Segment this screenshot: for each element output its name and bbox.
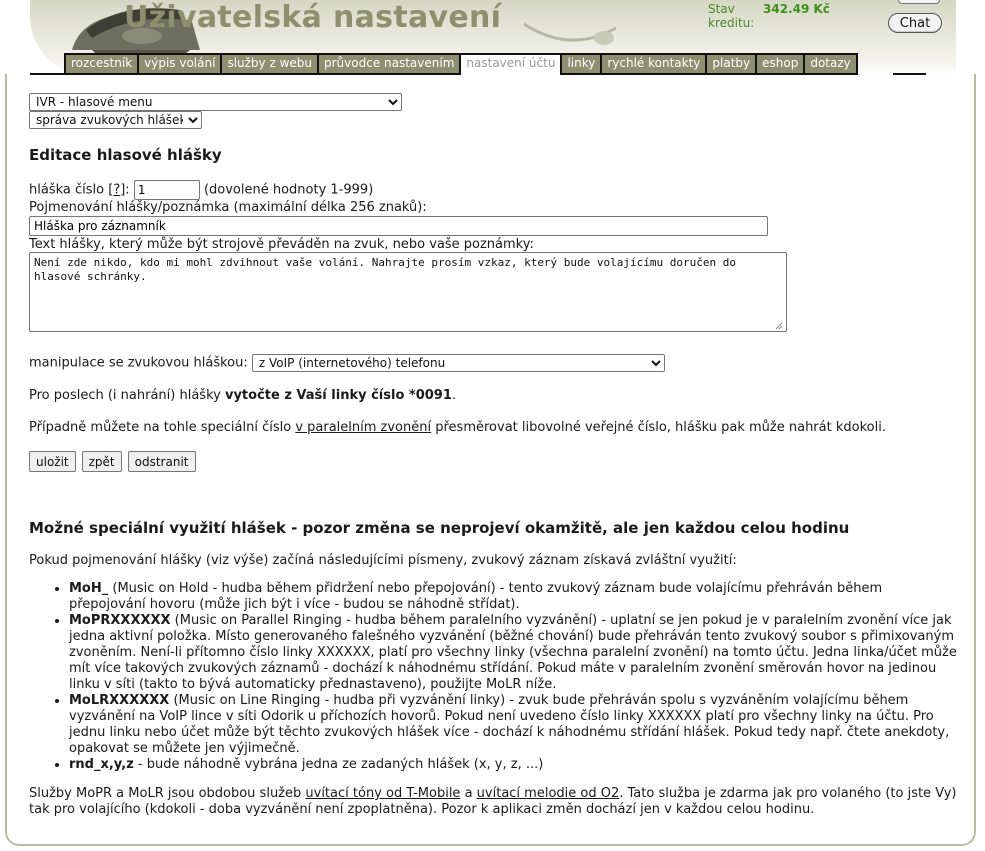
special-intro: Pokud pojmenování hlášky (viz výše) začíná následujícími písmeny, zvukový záznam získavá zvláštní využití: [29,553,737,568]
listen-number: vytočte z Vaší linky číslo *0091 [224,388,452,403]
footer-suffix: . Tato služba je zdarma jak pro volaného (to jste Vy) tak pro volajícího (kdokoli - doba vyzvánění není zpoplatněna). Pozor k aplikaci změn dochází jen v každou celou hodinu. [29,786,957,817]
o2-link[interactable]: uvítací melodie od O2 [476,786,620,801]
main-navigation [64,53,858,75]
form-buttons [29,451,196,472]
tab-nastaveni-uctu[interactable]: nastavení účtu [461,55,560,75]
list-item-key: MoH_ [69,581,109,596]
resize-grip-icon[interactable] [775,322,783,330]
tmobile-link[interactable]: uvítací tóny od T-Mobile [305,786,461,801]
list-item-key: rnd_x,y,z [69,757,134,772]
listen-suffix: . [451,388,457,403]
number-hint: (dovolené hodnoty 1-999) [203,182,374,198]
number-row: hláška číslo [?]: 1 (dovolené hodnoty 1-999) [29,180,373,200]
tab-platby[interactable]: platby [707,55,755,73]
parallel-prefix: Případně můžete na tohle speciální číslo [29,420,296,435]
save-button[interactable]: uložit [29,451,76,472]
list-item-key: MoLRXXXXXX [69,693,170,708]
list-item [69,757,959,773]
listen-instructions [29,388,456,404]
special-list [29,581,959,773]
tab-pruvodce-nastavenim[interactable]: průvodce nastavením [319,55,459,73]
page-title: Uživatelská nastavení [124,0,502,35]
tab-linky[interactable]: linky [562,55,600,73]
footer-note [29,786,959,818]
manip-select[interactable] [252,354,665,372]
header [0,0,985,78]
chat-button[interactable]: Chat [888,13,942,33]
list-item-text: (Music on Line Ringing - hudba při vyzvánění linky) - zvuk bude přehráván spolu s vyzváněním volajícímu během vyzvánění na VoIP lince v síti Odorik u příchozích hovorů. Pokud není uvedeno číslo linky XXXXXX platí pro všechny linky na účtu. Pro jednu linku nebo účet může být těchto zvukových hlášek více - dochází k náhodnému střídání hlášek. Pokud tedy např. čtete anekdoty, opakovat se můžete jen výjimečně. [69,693,950,756]
name-label: Pojmenování hlášky/poznámka (maximální délka 256 znaků): [29,200,427,215]
special-heading: Možné speciální využití hlášek - pozor změna se neprojeví okamžitě, ale jen každou celou hodinu [29,519,850,537]
edit-heading: Editace hlasové hlášky [29,146,222,164]
text-area[interactable] [29,252,787,332]
parallel-ringing-link[interactable]: v paralelním zvonění [295,420,432,435]
number-label: hláška číslo [29,182,105,198]
tab-eshop[interactable]: eshop [757,55,803,73]
list-item-key: MoPRXXXXXX [69,613,171,628]
back-button[interactable]: zpět [82,451,122,472]
number-input[interactable] [134,180,200,200]
list-item-text: - bude náhodně vybrána jedna ze zadaných hlášek (x, y, z, ...) [133,757,544,772]
credit-value: 342.49 Kč [763,2,830,16]
tab-vypis-volani[interactable]: výpis volání [139,55,220,73]
parallel-suffix: přesměrovat libovolné veřejné číslo, hlášku pak může nahrát kdokoli. [431,420,886,435]
help-link[interactable]: ? [113,182,121,198]
list-item [69,581,959,613]
tab-rychle-kontakty[interactable]: rychlé kontakty [602,55,705,73]
footer-mid: a [460,786,477,801]
name-input[interactable] [29,216,768,236]
text-label: Text hlášky, který může být strojově převáděn na zvuk, nebo vaše poznámky: [29,237,534,252]
handset-icon [520,14,620,50]
list-item [69,613,959,693]
listen-prefix: Pro poslech (i nahrání) hlášky [29,388,225,403]
module-select[interactable] [29,93,402,111]
delete-button[interactable]: odstranit [128,451,196,472]
chat-button-decoration [898,0,940,4]
parallel-instructions [29,420,886,436]
submodule-select[interactable] [29,111,202,129]
list-item [69,693,959,757]
manip-label: manipulace se zvukovou hláškou: [29,355,248,371]
manip-row [29,354,665,372]
credit-label: Stav kreditu: [708,2,755,30]
list-item-text: (Music on Parallel Ringing - hudba během paralelního vyzvánění) - uplatní se jen pokud je v paralelním zvonění více jak jedna aktivní položka. Místo generovaného falešného vyzvánění (běžné chování) bude přehráván tento zvukový soubor s přimixovaným zvoněním. Není-li přítomno číslo linky XXXXXX, platí pro všechny linky (všechna paralelní zvonění) na tomto účtu. Jedna linka/účet může mít více takových zvukových záznamů - dochází k náhodnému střídání. Pokud máte v paralelním zvonění směrován hovor na jedinou linku v síti (takto to bývá automaticky přednastaveno), použijte MoLR níže. [69,613,957,692]
tab-rozcestnik[interactable]: rozcestník [66,55,137,73]
footer-prefix: Služby MoPR a MoLR jsou obdobou služeb [29,786,306,801]
tab-dotazy[interactable]: dotazy [805,55,855,73]
tab-sluzby-z-webu[interactable]: služby z webu [222,55,317,73]
list-item-text: (Music on Hold - hudba během přidržení nebo přepojování) - tento zvukový záznam bude volajícímu přehráván během přepojování hovoru (může jich být i více - budou se náhodně střídat). [69,581,883,612]
